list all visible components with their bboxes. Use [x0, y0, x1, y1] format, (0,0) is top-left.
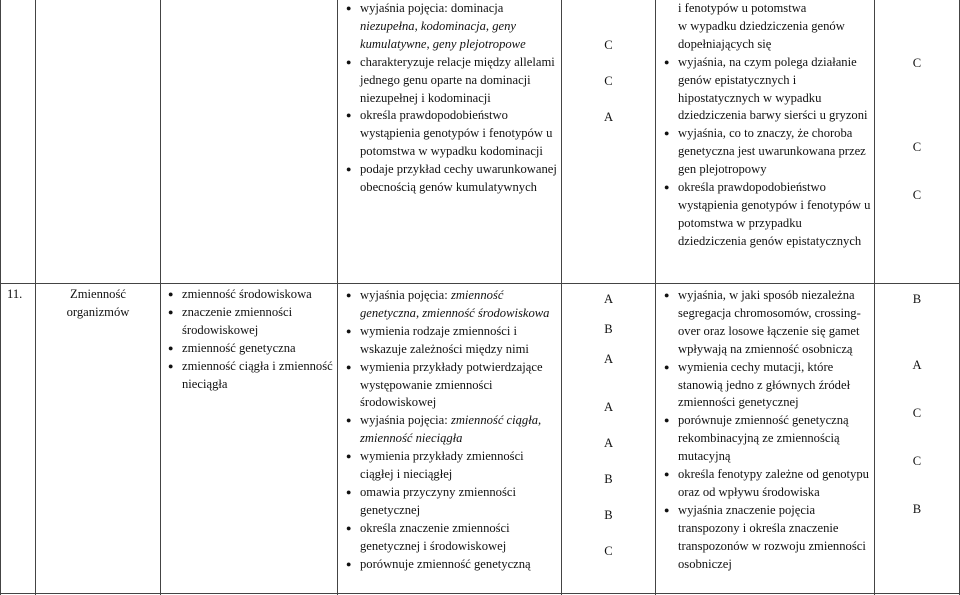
- continuation-line: kumulatywne, geny plejotropowe: [360, 36, 526, 51]
- content-cell: [167, 286, 335, 393]
- list-item: ● wymienia cechy mutacji, które stanowią jedno z głównych źródeł zmienności genetycznej: [663, 359, 871, 413]
- column-divider: [35, 0, 36, 595]
- row-divider: [0, 283, 960, 284]
- extended-requirements-bottom: [663, 287, 871, 574]
- requirements-list: [663, 54, 871, 251]
- level-value: C: [604, 74, 613, 88]
- list-item: ● wymienia rodzaje zmienności i wskazuje zależności między nimi: [345, 323, 557, 359]
- level-value: B: [604, 508, 613, 522]
- table-border-bottom: [0, 593, 960, 594]
- list-item: ● określa fenotypy zależne od genotypu oraz od wpływu środowiska: [663, 466, 871, 502]
- level-column-top: [562, 36, 655, 126]
- continuation-line: w wypadku dziedziczenia genów: [678, 18, 845, 33]
- requirements-list: [663, 287, 871, 574]
- list-item: ● omawia przyczyny zmienności genetycznej: [345, 484, 557, 520]
- level-value: A: [603, 400, 614, 414]
- level-column-bottom: [562, 290, 655, 560]
- column-divider: [160, 0, 161, 595]
- level-value: C: [912, 188, 922, 202]
- extended-requirements-top: [663, 0, 871, 251]
- continuation-line: i fenotypów u potomstwa: [678, 1, 807, 15]
- list-item: ● wyjaśnia pojęcia: dominacja: [345, 0, 557, 18]
- list-item: ● charakteryzuje relacje między allelami jednego genu oparte na dominacji niezupełnej i kodominacji: [345, 54, 557, 108]
- level-value: C: [912, 56, 922, 70]
- list-item: ● określa prawdopodobieństwo wystąpienia genotypów i fenotypów u potomstwa w wypadku kodominacji: [345, 107, 557, 161]
- list-item: ● porównuje zmienność genetyczną rekombinacyjną ze zmiennością mutacyjną: [663, 412, 871, 466]
- list-item: ● podaje przykład cechy uwarunkowanej obecnością genów kumulatywnych: [345, 161, 557, 197]
- column-divider: [655, 0, 656, 595]
- level-column-top: [875, 54, 959, 204]
- table-border-left: [0, 0, 1, 595]
- list-item: ● wyjaśnia, co to znaczy, że choroba genetyczna jest uwarunkowana przez gen plejotropowy: [663, 125, 871, 179]
- level-value: A: [603, 436, 614, 450]
- list-item: ● wyjaśnia, na czym polega działanie genów epistatycznych i hipostatycznych w wypadku dziedziczenia barwy sierści u gryzoni: [663, 54, 871, 126]
- column-divider: [337, 0, 338, 595]
- level-column-bottom: [875, 290, 959, 518]
- topic-line: Zmienność: [70, 287, 126, 301]
- level-value: C: [604, 544, 613, 558]
- level-value: A: [912, 358, 922, 372]
- content-list: [167, 286, 335, 393]
- level-value: C: [604, 38, 613, 52]
- list-item: ● określa prawdopodobieństwo wystąpienia genotypów i fenotypów u potomstwa w przypadku dziedziczenia genów epistatycznych: [663, 179, 871, 251]
- continuation-line: niezupełna, kodominacja, geny: [360, 18, 516, 33]
- basic-requirements-top: [345, 0, 557, 197]
- list-item: ● wyjaśnia znaczenie pojęcia transpozony i określa znaczenie transpozonów w rozwoju zmienności osobniczej: [663, 502, 871, 574]
- list-item: ● wymienia przykłady potwierdzające występowanie zmienności środowiskowej: [345, 359, 557, 413]
- row-number: 11.: [7, 287, 23, 301]
- level-value: C: [912, 140, 922, 154]
- list-item: ● porównuje zmienność genetyczną: [345, 556, 557, 574]
- topic-cell: [38, 286, 158, 322]
- level-value: B: [912, 502, 922, 516]
- list-item: ● określa znaczenie zmienności genetycznej i środowiskowej: [345, 520, 557, 556]
- level-value: B: [604, 322, 613, 336]
- basic-requirements-bottom: [345, 287, 557, 574]
- level-value: A: [603, 110, 614, 124]
- topic-line: organizmów: [66, 304, 130, 319]
- list-item: ● wyjaśnia pojęcia: zmienność ciągła, zmienność nieciągła: [345, 412, 557, 448]
- list-item: ● znaczenie zmienności środowiskowej: [167, 304, 335, 340]
- level-value: A: [603, 292, 614, 306]
- requirements-list: [345, 54, 557, 197]
- list-item: ● zmienność ciągła i zmienność nieciągła: [167, 358, 335, 394]
- level-value: B: [912, 292, 922, 306]
- list-item: ● wyjaśnia pojęcia: zmienność genetyczna, zmienność środowiskowa: [345, 287, 557, 323]
- list-item: ● zmienność środowiskowa: [167, 286, 335, 304]
- list-item: ● wymienia przykłady zmienności ciągłej i nieciągłej: [345, 448, 557, 484]
- continuation-line: dopełniających się: [678, 36, 772, 51]
- requirements-list: [345, 0, 557, 18]
- level-value: B: [604, 472, 613, 486]
- requirements-list: [345, 287, 557, 574]
- list-item: ● zmienność genetyczna: [167, 340, 335, 358]
- level-value: A: [603, 352, 614, 366]
- level-value: C: [912, 406, 922, 420]
- level-value: C: [912, 454, 922, 468]
- list-item: ● wyjaśnia, w jaki sposób niezależna segregacja chromosomów, crossing-over oraz losowe łączenie się gamet wpływają na zmienność osobniczą: [663, 287, 871, 359]
